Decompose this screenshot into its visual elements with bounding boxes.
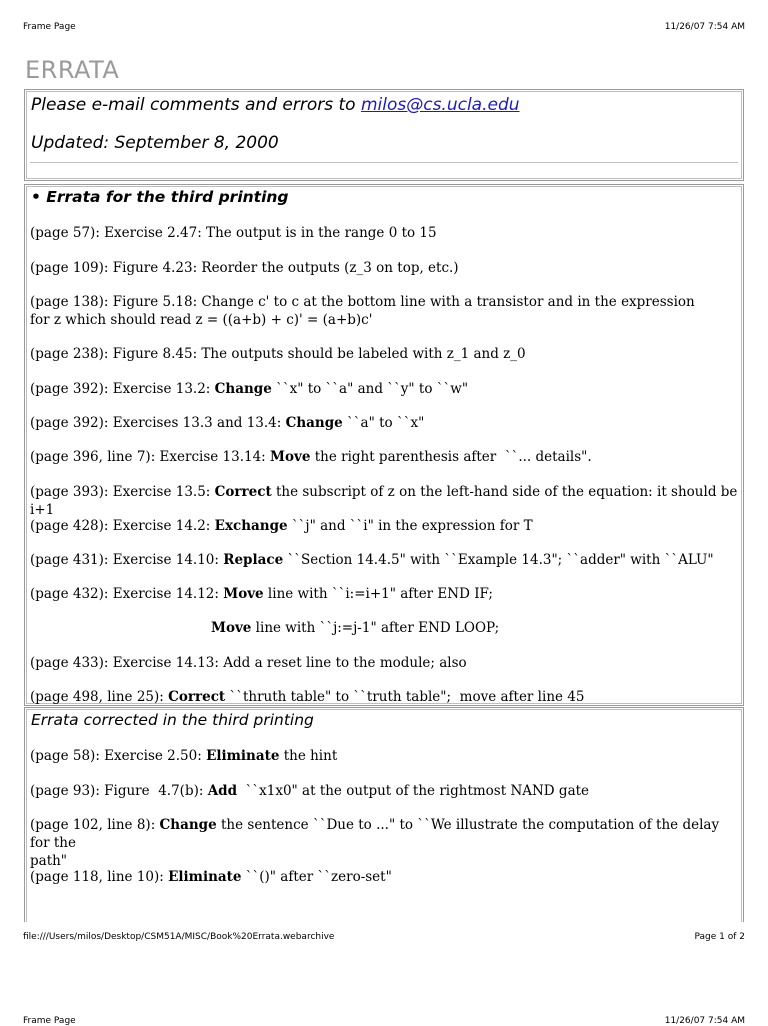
print-header-title: Frame Page xyxy=(23,22,76,32)
entry-action: Change xyxy=(285,415,343,431)
errata-entry xyxy=(30,868,738,886)
errata-entry xyxy=(30,224,738,242)
entry-text: (page 109): Figure 4.23: Reorder the outputs (z_3 on top, etc.) xyxy=(30,260,459,276)
errata-corrected-inner xyxy=(26,709,742,922)
errata-entry xyxy=(30,259,738,277)
errata-entry xyxy=(30,816,738,870)
entry-text: (page 57): Exercise 2.47: The output is in the range 0 to 15 xyxy=(30,225,437,241)
entry-text: (page 118, line 10): xyxy=(30,869,169,885)
errata-entry xyxy=(30,517,738,535)
entry-action: Eliminate xyxy=(206,748,280,764)
entry-text: (page 431): Exercise 14.10: xyxy=(30,552,224,568)
errata-entry xyxy=(30,747,738,765)
entry-text: (page 102, line 8): xyxy=(30,817,160,833)
entry-action: Change xyxy=(214,381,272,397)
entry-text: ``a" to ``x" xyxy=(342,415,425,431)
page-title: ERRATA xyxy=(25,56,120,84)
entry-action: Correct xyxy=(168,689,226,705)
errata-entry xyxy=(30,293,738,329)
errata-entry xyxy=(30,551,738,569)
errata-entry xyxy=(30,688,738,706)
print-header-datetime: 11/26/07 7:54 AM xyxy=(664,22,745,32)
contact-divider xyxy=(30,162,738,163)
errata-entry xyxy=(30,585,738,603)
entry-text: ``x1x0" at the output of the rightmost NAND gate xyxy=(237,783,590,799)
entry-action: Replace xyxy=(223,552,284,568)
entry-text: (page 93): Figure 4.7(b): xyxy=(30,783,208,799)
contact-box-inner xyxy=(26,91,742,179)
entry-text: ``j" and ``i" in the expression for T xyxy=(287,518,533,534)
entry-text: the right parenthesis after ``... details". xyxy=(310,449,592,465)
errata-entry xyxy=(30,414,738,432)
next-page-header-datetime: 11/26/07 7:54 AM xyxy=(664,1016,745,1026)
section-title: • Errata for the third printing xyxy=(31,188,289,206)
updated-date: Updated: September 8, 2000 xyxy=(31,133,279,153)
entry-action: Exchange xyxy=(214,518,288,534)
errata-entry xyxy=(30,380,738,398)
entry-text: (page 392): Exercises 13.3 and 13.4: xyxy=(30,415,286,431)
entry-action: Move xyxy=(270,449,311,465)
entry-text: (page 498, line 25): xyxy=(30,689,169,705)
next-page-header-title: Frame Page xyxy=(23,1016,76,1026)
errata-entry xyxy=(30,483,742,519)
entry-text: (page 393): Exercise 13.5: xyxy=(30,484,215,500)
errata-third-printing-inner xyxy=(26,186,742,704)
entry-text: (page 428): Exercise 14.2: xyxy=(30,518,215,534)
entry-text: ``thruth table" to ``truth table"; move after line 45 xyxy=(225,689,585,705)
errata-entry xyxy=(30,448,738,466)
contact-box xyxy=(24,89,744,181)
entry-text: ``x" to ``a" and ``y" to ``w" xyxy=(271,381,469,397)
entry-text: (page 58): Exercise 2.50: xyxy=(30,748,207,764)
entry-text: (page 396, line 7): Exercise 13.14: xyxy=(30,449,271,465)
errata-corrected-box xyxy=(24,707,744,922)
print-footer-path: file:///Users/milos/Desktop/CSM51A/MISC/Book%20Errata.webarchive xyxy=(23,932,335,942)
errata-entry xyxy=(30,782,738,800)
entry-text: (page 432): Exercise 14.12: xyxy=(30,586,224,602)
errata-entry xyxy=(30,345,738,363)
email-link[interactable]: milos@cs.ucla.edu xyxy=(360,95,520,115)
entry-text: line with ``i:=i+1" after END IF; xyxy=(263,586,493,602)
entry-text: line with ``j:=j-1" after END LOOP; xyxy=(251,620,500,636)
entry-action: Add xyxy=(207,783,238,799)
errata-third-printing-box xyxy=(24,184,744,706)
entry-text: (page 392): Exercise 13.2: xyxy=(30,381,215,397)
contact-line xyxy=(31,95,520,115)
errata-entry xyxy=(30,619,738,637)
entry-text: (page 138): Figure 5.18: Change c' to c at the bottom line with a transistor and in the expression for z which should read z = ((a+b) + c)' = (a+b)c' xyxy=(30,294,695,328)
entry-action: Move xyxy=(223,586,264,602)
entry-text: (page 433): Exercise 14.13: Add a reset line to the module; also xyxy=(30,655,467,671)
contact-prefix: Please e-mail comments and errors to xyxy=(31,95,361,115)
entry-action: Change xyxy=(159,817,217,833)
entry-text: ``Section 14.4.5" with ``Example 14.3"; ``adder" with ``ALU" xyxy=(283,552,714,568)
errata-entry xyxy=(30,654,738,672)
entry-text: the subscript of z on the left-hand side of the equation: it should be i+1 xyxy=(30,484,742,518)
entry-text: the sentence ``Due to ..." to ``We illustrate the computation of the delay for the path" xyxy=(30,817,720,869)
entry-action: Correct xyxy=(214,484,272,500)
entry-action: Eliminate xyxy=(168,869,242,885)
entry-text: (page 238): Figure 8.45: The outputs should be labeled with z_1 and z_0 xyxy=(30,346,526,362)
entry-text: ``()" after ``zero-set" xyxy=(241,869,392,885)
print-footer-page: Page 1 of 2 xyxy=(694,932,745,942)
section-title: Errata corrected in the third printing xyxy=(31,711,314,729)
entry-text: the hint xyxy=(279,748,338,764)
entry-action: Move xyxy=(211,620,252,636)
